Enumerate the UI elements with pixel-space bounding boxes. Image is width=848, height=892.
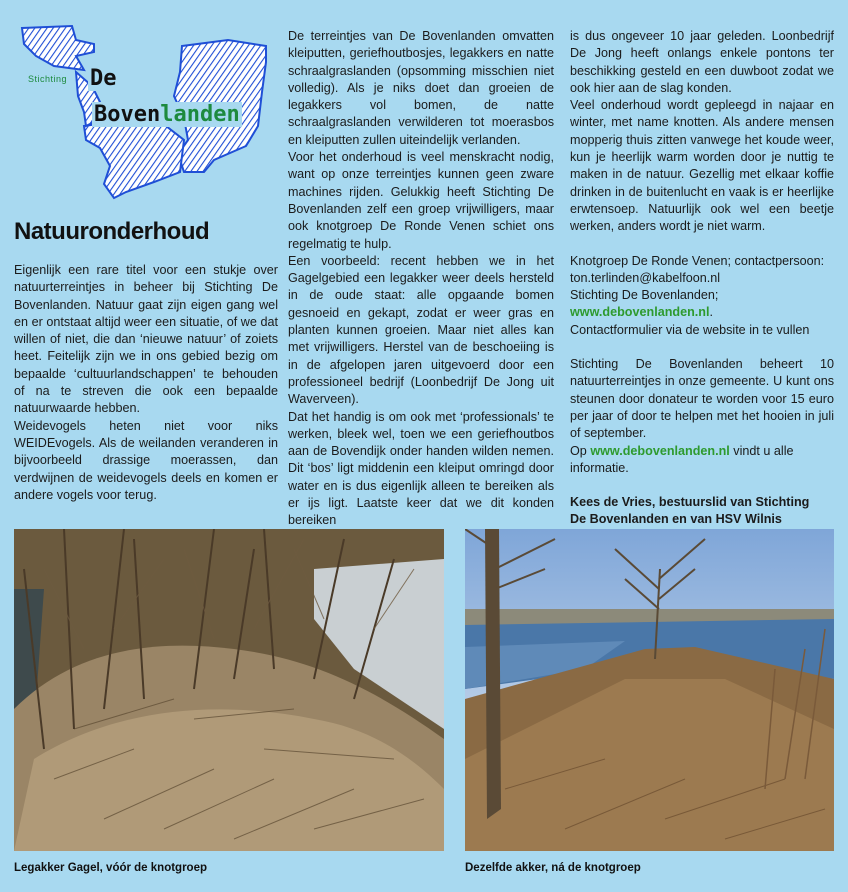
logo-landen-part: landen <box>160 102 240 127</box>
author-line-1: Kees de Vries, bestuurslid van Stichting <box>570 495 810 510</box>
col2-paragraph-4: Dat het handig is om ook met ‘professionals’ te werken, bleek wel, toen we een geriefhoutbos aan de Bovendijk onder handen wilden nemen. Dit ‘bos’ ligt middenin een kleiput omringd door water en is dus eigenlijk alleen te bereiken als er ijs ligt. Laatste keer dat we dit konden bereiken <box>288 409 554 528</box>
col1-paragraph-2: Weidevogels heten niet voor niks WEIDEvogels. Als de weilanden veranderen in bijvoorbeeld drassige moerassen, dan verdwijnen de weidevogels deels en komen er andere vogels voor terug. <box>14 418 278 502</box>
col3-paragraph-4 <box>570 443 834 478</box>
website-link-2[interactable]: www.debovenlanden.nl <box>590 443 730 458</box>
col3-paragraph-2: Veel onderhoud wordt gepleegd in najaar en winter, met name knotten. Als andere mensen mopperig thuis zitten vanwege het koude weer, kun je heerlijk warm worden door je nuttig te maken in de natuur. Gezellig met elkaar koffie drinken in de buitenlucht en vaak is er heerlijke erwtensoep. Natuurlijk ook wel een beetje werken, anders wordt je niet warm. <box>570 98 834 234</box>
article-title: Natuuronderhoud <box>14 218 210 245</box>
p4-prefix: Op <box>570 443 591 458</box>
contact-line-3-prefix: Stichting De Bovenlanden; <box>570 288 719 303</box>
photo-after-knotgroep <box>465 529 834 851</box>
logo-bovenlanden-text <box>92 102 242 127</box>
contact-line-1: Knotgroep De Ronde Venen; contactpersoon: <box>570 253 825 268</box>
column-1 <box>14 262 278 504</box>
photo-before-knotgroep <box>14 529 444 851</box>
col2-paragraph-2: Voor het onderhoud is veel menskracht nodig, want op onze terreintjes kunnen geen zware machines rijden. Gelukkig heeft Stichting De Bovenlanden zelf een groep vrijwilligers, maar ook knotgroep De Ronde Venen schiet ons regelmatig te hulp. <box>288 150 554 251</box>
col3-paragraph-1: is dus ongeveer 10 jaar geleden. Loonbedrijf De Jong heeft onlangs enkele pontons ter beschikking gesteld en een duwboot zodat we ook hier aan de slag konden. <box>570 29 834 95</box>
col1-paragraph-1: Eigenlijk een rare titel voor een stukje over natuurterreintjes in beheer bij Stichting De Bovenlanden. Natuur gaat zijn eigen gang wel en er ontstaat altijd weer een situatie, of we dat willen of niet, die dan ‘nieuwe natuur’ of zoiets heet. Feitelijk zijn we in ons gebied bezig om bepaalde ‘cultuurlandschappen’ te behouden of na te streven die ook een bepaalde natuurwaarde hebben. <box>14 263 278 416</box>
logo-stichting-text: Stichting <box>28 74 68 84</box>
col3-paragraph-3: Stichting De Bovenlanden beheert 10 natuurterreintjes in onze gemeente. U kunt ons steunen door donateur te worden voor 15 euro per jaar of door te helpen met het hooien in juli of september. <box>570 357 834 441</box>
caption-photo-1: Legakker Gagel, vóór de knotgroep <box>14 862 207 874</box>
col2-paragraph-3: Een voorbeeld: recent hebben we in het Gagelgebied een legakker weer deels hersteld in de oude staat: alle opgaande bomen gesnoeid en gekapt, zodat er weer gras en planten kunnen groeien. Maar niet alles kan met vrijwilligers. Herstel van de beschoeiing is in de afgelopen jaren uitgevoerd door een professioneel bedrijf (Loonbedrijf De Jong uit Waverveen). <box>288 253 554 407</box>
author-line-2: De Bovenlanden en van HSV Wilnis <box>570 512 782 527</box>
p4-suffix: vindt u alle informatie. <box>570 443 794 475</box>
caption-photo-2: Dezelfde akker, ná de knotgroep <box>465 862 641 874</box>
contact-line-3-suffix: . <box>709 305 713 320</box>
column-2 <box>288 28 554 530</box>
bovenlanden-logo <box>14 22 276 202</box>
logo-boven-part: Boven <box>94 102 161 127</box>
contact-line-4: Contactformulier via de website in te vullen <box>570 322 810 337</box>
website-link-1[interactable]: www.debovenlanden.nl <box>570 305 710 320</box>
column-3 <box>570 28 834 529</box>
logo-de-text: De <box>90 66 117 91</box>
contact-email-link[interactable]: ton.terlinden@kabelfoon.nl <box>570 270 721 285</box>
col2-paragraph-1: De terreintjes van De Bovenlanden omvatten kleiputten, geriefhoutbosjes, legakkers en natte schraalgraslanden (opsomming misschien niet volledig). Als je niks doet dan groeien de legakkers vol bomen, de natte schraalgraslanden verwilderen tot moerasbos en kleiputten zullen uiteindelijk verlanden. <box>288 29 554 147</box>
contact-line-3 <box>570 287 834 322</box>
